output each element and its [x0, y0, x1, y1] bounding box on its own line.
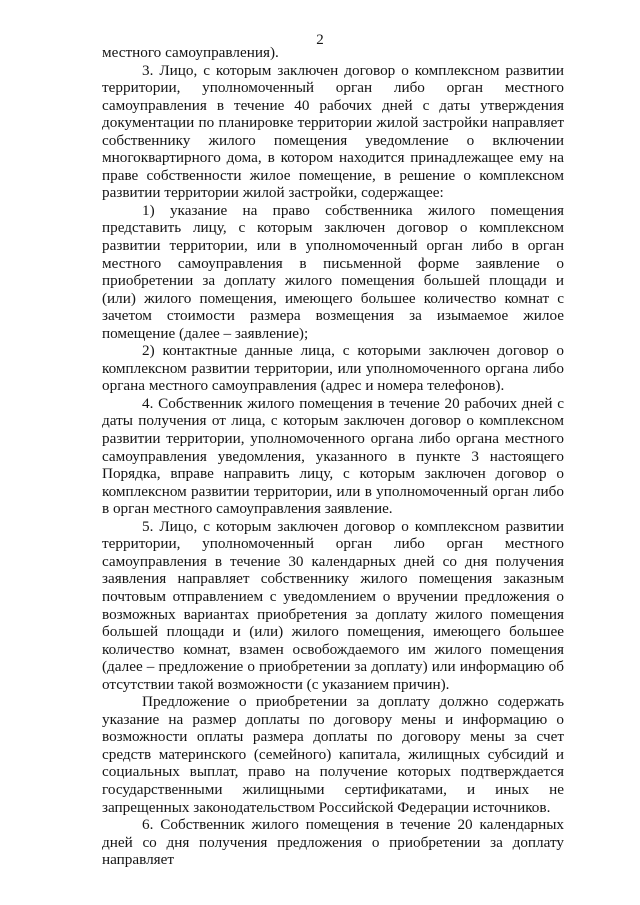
paragraph-subitem-1: 1) указание на право собственника жилого помещения представить лицу, с которым заключен договор о комплексном развитии территории, или в уполномоченный орган либо в орган местного самоуправления в письменной форме заявление о приобретении за доплату жилого помещения большей площади и (или) жилого помещения, имеющего большее количество комнат с зачетом стоимости размера возмещения за изымаемое жилое помещение (далее – заявление); [102, 201, 564, 342]
document-body [102, 44, 564, 869]
paragraph-offer-content: Предложение о приобретении за доплату должно содержать указание на размер доплаты по договору мены и информацию о возможности оплаты размера доплаты по договору мены за счет средств материнского (семейного) капитала, жилищных субсидий и социальных выплат, право на получение которых подтверждается государственными жилищными сертификатами, и иных не запрещенных законодательством Российской Федерации источников. [102, 693, 564, 816]
page-number: 2 [316, 32, 324, 48]
paragraph-item-6: 6. Собственник жилого помещения в течение 20 календарных дней со дня получения предложения о приобретении за доплату направляет [102, 816, 564, 869]
paragraph-item-3: 3. Лицо, с которым заключен договор о комплексном развитии территории, уполномоченный орган либо орган местного самоуправления в течение 40 рабочих дней с даты утверждения документации по планировке территории жилой застройки направляет собственнику жилого помещения уведомление о включении многоквартирного дома, в котором находится принадлежащее ему на праве собственности жилое помещение, в решение о комплексном развитии территории жилой застройки, содержащее: [102, 61, 564, 202]
paragraph-subitem-2: 2) контактные данные лица, с которыми заключен договор о комплексном развитии территории, или уполномоченного органа либо органа местного самоуправления (адрес и номера телефонов). [102, 342, 564, 395]
paragraph-item-5: 5. Лицо, с которым заключен договор о комплексном развитии территории, уполномоченный орган либо орган местного самоуправления в течение 30 календарных дней со дня получения заявления направляет собственнику жилого помещения заказным почтовым отправлением с уведомлением о вручении предложения о возможных вариантах приобретения за доплату жилого помещения большей площади и (или) жилого помещения, имеющего большее количество комнат, взамен освобождаемого им жилого помещения (далее – предложение о приобретении за доплату) или информацию об отсутствии такой возможности (с указанием причин). [102, 517, 564, 693]
paragraph-continuation: местного самоуправления). [102, 44, 279, 61]
paragraph-item-4: 4. Собственник жилого помещения в течение 20 рабочих дней с даты получения от лица, с которым заключен договор о комплексном развитии территории, уполномоченного органа либо органа местного самоуправления уведомления, указанного в пункте 3 настоящего Порядка, вправе направить лицу, с которым заключен договор о комплексном развитии территории, или в уполномоченный орган либо в орган местного самоуправления заявление. [102, 394, 564, 518]
